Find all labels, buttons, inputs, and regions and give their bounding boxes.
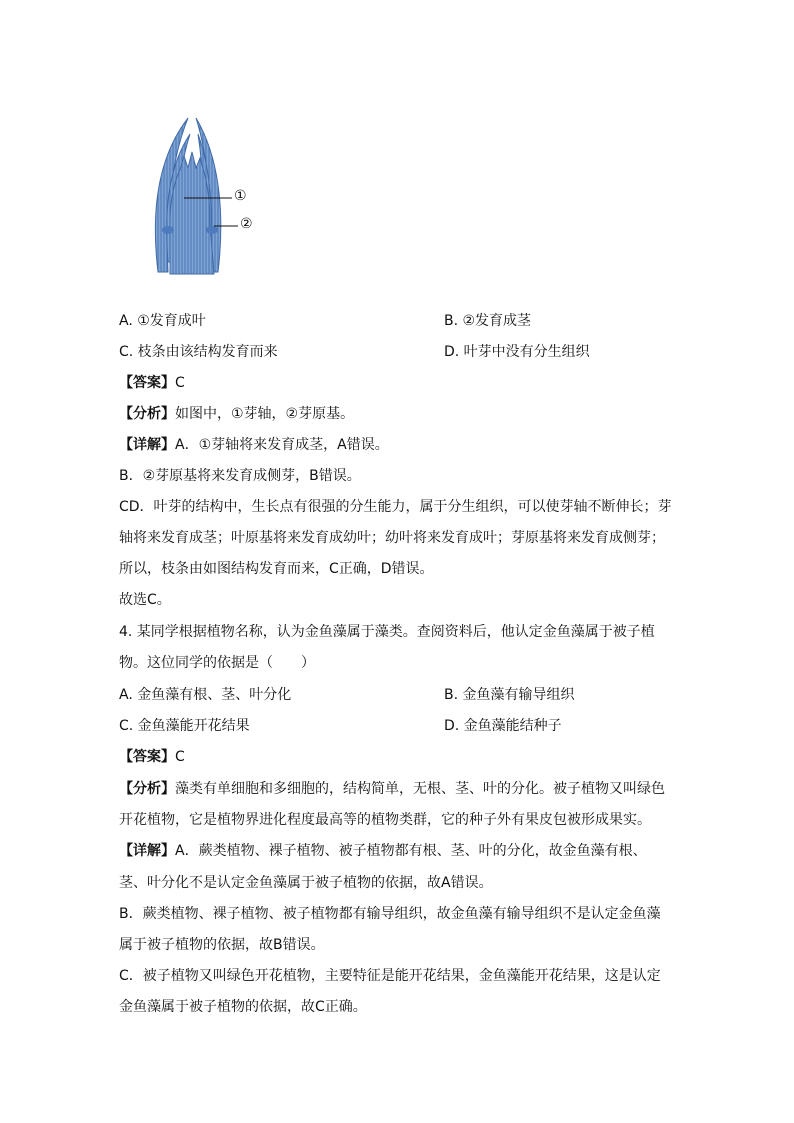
detail-tag: 【详解】 bbox=[119, 843, 175, 859]
q3-detail-b: B．②芽原基将来发育成侧芽，B错误。 bbox=[119, 468, 361, 484]
answer-value: C bbox=[175, 375, 185, 391]
q4-option-c: C. 金鱼藻能开花结果 bbox=[119, 718, 250, 734]
detail-text: A．蕨类植物、裸子植物、被子植物都有根、茎、叶的分化，故金鱼藻有根、 bbox=[175, 843, 647, 859]
q3-detail-a bbox=[119, 435, 679, 455]
answer-value: C bbox=[175, 749, 185, 765]
q4-detail-c-1: C．被子植物又叫绿色开花植物，主要特征是能开花结果，金鱼藻能开花结果，这是认定 bbox=[119, 968, 661, 984]
answer-tag: 【答案】 bbox=[119, 749, 175, 765]
leaf-bud-diagram bbox=[118, 112, 278, 280]
leaf-bud-svg bbox=[118, 112, 278, 280]
q3-option-c: C. 枝条由该结构发育而来 bbox=[119, 344, 278, 360]
answer-tag: 【答案】 bbox=[119, 375, 175, 391]
q3-detail-cd-1: CD．叶芽的结构中，生长点有很强的分生能力，属于分生组织，可以使芽轴不断伸长；芽 bbox=[119, 499, 672, 515]
detail-tag: 【详解】 bbox=[119, 437, 175, 453]
analysis-tag: 【分析】 bbox=[119, 406, 175, 422]
q3-conclusion: 故选C。 bbox=[119, 592, 171, 608]
bud-primordium-left bbox=[162, 226, 174, 234]
q4-detail-b-2: 属于被子植物的依据，故B错误。 bbox=[119, 937, 325, 953]
q3-answer bbox=[119, 373, 679, 393]
detail-text: A．①芽轴将来发育成茎，A错误。 bbox=[175, 437, 389, 453]
q4-option-b: B. 金鱼藻有输导组织 bbox=[444, 687, 575, 703]
q4-option-a: A. 金鱼藻有根、茎、叶分化 bbox=[119, 687, 292, 703]
q3-detail-cd-3: 所以，枝条由如图结构发育而来，C正确，D错误。 bbox=[119, 561, 434, 577]
bud-primordium-right bbox=[206, 226, 218, 234]
q4-answer bbox=[119, 747, 679, 767]
label-1: ① bbox=[234, 188, 247, 204]
q4-analysis-2: 开花植物，它是植物界进化程度最高等的植物类群，它的种子外有果皮包被形成果实。 bbox=[119, 812, 651, 828]
q4-analysis-1 bbox=[119, 779, 679, 799]
q4-detail-a-1 bbox=[119, 841, 679, 861]
label-2: ② bbox=[240, 216, 253, 232]
q4-stem-1: 4. 某同学根据植物名称，认为金鱼藻属于藻类。查阅资料后，他认定金鱼藻属于被子植 bbox=[119, 624, 655, 640]
q4-detail-c-2: 金鱼藻属于被子植物的依据，故C正确。 bbox=[119, 999, 367, 1015]
q4-detail-a-2: 茎、叶分化不是认定金鱼藻属于被子植物的依据，故A错误。 bbox=[119, 875, 493, 891]
analysis-text: 如图中，①芽轴，②芽原基。 bbox=[175, 406, 355, 422]
q3-option-d: D. 叶芽中没有分生组织 bbox=[444, 344, 590, 360]
q3-option-b: B. ②发育成茎 bbox=[444, 313, 532, 329]
q3-analysis bbox=[119, 404, 679, 424]
q4-option-d: D. 金鱼藻能结种子 bbox=[444, 718, 562, 734]
q4-stem-2: 物。这位同学的依据是（ ） bbox=[119, 655, 315, 671]
q3-detail-cd-2: 轴将来发育成茎；叶原基将来发育成幼叶；幼叶将来发育成叶；芽原基将来发育成侧芽； bbox=[119, 530, 665, 546]
analysis-text: 藻类有单细胞和多细胞的，结构简单，无根、茎、叶的分化。被子植物又叫绿色 bbox=[175, 781, 665, 797]
analysis-tag: 【分析】 bbox=[119, 781, 175, 797]
q3-option-a: A. ①发育成叶 bbox=[119, 313, 206, 329]
q4-detail-b-1: B．蕨类植物、裸子植物、被子植物都有输导组织，故金鱼藻有输导组织不是认定金鱼藻 bbox=[119, 906, 661, 922]
